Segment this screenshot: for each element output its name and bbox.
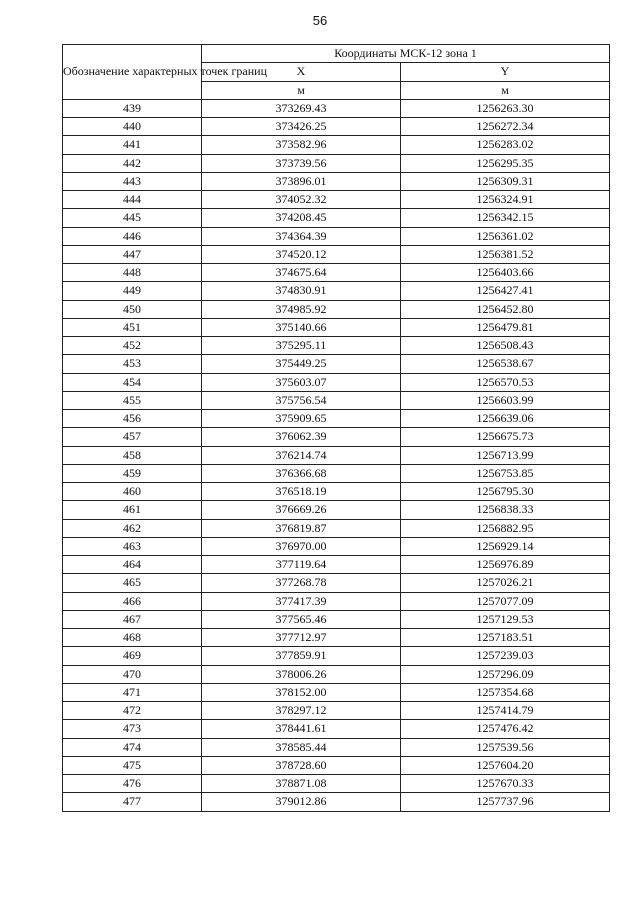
table-row	[63, 556, 610, 574]
coord-x: 375756.54	[202, 391, 401, 409]
table-row	[63, 483, 610, 501]
coord-y: 1256929.14	[401, 537, 610, 555]
table-row	[63, 738, 610, 756]
point-number: 473	[63, 720, 202, 738]
coord-x: 376062.39	[202, 428, 401, 446]
point-number: 440	[63, 118, 202, 136]
coord-y: 1256976.89	[401, 556, 610, 574]
table-row	[63, 428, 610, 446]
coord-x: 373582.96	[202, 136, 401, 154]
header-designation: Обозначение характерных точек границ	[63, 45, 202, 100]
table-row	[63, 282, 610, 300]
coord-x: 374520.12	[202, 245, 401, 263]
table-row	[63, 702, 610, 720]
table-row	[63, 446, 610, 464]
coord-y: 1257476.42	[401, 720, 610, 738]
table-row	[63, 118, 610, 136]
table-row	[63, 574, 610, 592]
table-body	[63, 99, 610, 811]
coord-y: 1256295.35	[401, 154, 610, 172]
coord-x: 375603.07	[202, 373, 401, 391]
coord-x: 376366.68	[202, 464, 401, 482]
point-number: 463	[63, 537, 202, 555]
coord-x: 375140.66	[202, 318, 401, 336]
coord-y: 1257737.96	[401, 793, 610, 811]
coord-x: 373269.43	[202, 99, 401, 117]
point-number: 477	[63, 793, 202, 811]
point-number: 475	[63, 756, 202, 774]
coord-x: 377565.46	[202, 610, 401, 628]
coord-x: 374208.45	[202, 209, 401, 227]
coord-x: 378152.00	[202, 683, 401, 701]
coord-x: 378297.12	[202, 702, 401, 720]
coord-y: 1256570.53	[401, 373, 610, 391]
point-number: 447	[63, 245, 202, 263]
table-row	[63, 464, 610, 482]
point-number: 441	[63, 136, 202, 154]
coord-x: 378585.44	[202, 738, 401, 756]
coord-x: 373896.01	[202, 172, 401, 190]
point-number: 470	[63, 665, 202, 683]
table-row	[63, 99, 610, 117]
coord-x: 374985.92	[202, 300, 401, 318]
point-number: 442	[63, 154, 202, 172]
coord-x: 374675.64	[202, 264, 401, 282]
point-number: 476	[63, 775, 202, 793]
coord-y: 1257239.03	[401, 647, 610, 665]
coord-y: 1257604.20	[401, 756, 610, 774]
table-row	[63, 610, 610, 628]
point-number: 455	[63, 391, 202, 409]
table-row	[63, 793, 610, 811]
table-row	[63, 300, 610, 318]
table-row	[63, 756, 610, 774]
header-coordinate-system: Координаты МСК-12 зона 1	[202, 45, 610, 63]
point-number: 471	[63, 683, 202, 701]
table-row	[63, 318, 610, 336]
coord-y: 1256538.67	[401, 355, 610, 373]
table-row	[63, 629, 610, 647]
coord-y: 1257296.09	[401, 665, 610, 683]
point-number: 461	[63, 501, 202, 519]
header-row	[63, 45, 610, 63]
table-row	[63, 519, 610, 537]
point-number: 460	[63, 483, 202, 501]
point-number: 453	[63, 355, 202, 373]
point-number: 459	[63, 464, 202, 482]
coord-y: 1257670.33	[401, 775, 610, 793]
table-row	[63, 665, 610, 683]
table-row	[63, 209, 610, 227]
table-row	[63, 410, 610, 428]
table-row	[63, 136, 610, 154]
point-number: 462	[63, 519, 202, 537]
table-row	[63, 172, 610, 190]
coord-x: 377417.39	[202, 592, 401, 610]
coordinates-table	[62, 44, 610, 812]
coord-y: 1256324.91	[401, 191, 610, 209]
coord-x: 376669.26	[202, 501, 401, 519]
coord-y: 1257414.79	[401, 702, 610, 720]
table-row	[63, 501, 610, 519]
table-row	[63, 391, 610, 409]
coord-y: 1257129.53	[401, 610, 610, 628]
coord-y: 1256753.85	[401, 464, 610, 482]
coord-y: 1257183.51	[401, 629, 610, 647]
table-row	[63, 592, 610, 610]
unit-x: м	[202, 81, 401, 99]
coord-y: 1256882.95	[401, 519, 610, 537]
table-header	[63, 45, 610, 100]
coord-x: 373739.56	[202, 154, 401, 172]
point-number: 448	[63, 264, 202, 282]
point-number: 443	[63, 172, 202, 190]
coord-y: 1256508.43	[401, 337, 610, 355]
table-row	[63, 683, 610, 701]
coord-y: 1256479.81	[401, 318, 610, 336]
coord-y: 1256603.99	[401, 391, 610, 409]
coord-y: 1256838.33	[401, 501, 610, 519]
point-number: 444	[63, 191, 202, 209]
page-number: 56	[312, 13, 328, 28]
point-number: 467	[63, 610, 202, 628]
point-number: 474	[63, 738, 202, 756]
point-number: 466	[63, 592, 202, 610]
table-row	[63, 337, 610, 355]
coord-y: 1256342.15	[401, 209, 610, 227]
coord-y: 1257026.21	[401, 574, 610, 592]
coord-x: 377859.91	[202, 647, 401, 665]
point-number: 450	[63, 300, 202, 318]
coord-y: 1256283.02	[401, 136, 610, 154]
coord-x: 377268.78	[202, 574, 401, 592]
table-row	[63, 775, 610, 793]
point-number: 452	[63, 337, 202, 355]
coord-x: 374052.32	[202, 191, 401, 209]
coord-x: 375449.25	[202, 355, 401, 373]
coord-x: 374830.91	[202, 282, 401, 300]
coord-y: 1256403.66	[401, 264, 610, 282]
point-number: 465	[63, 574, 202, 592]
table-row	[63, 373, 610, 391]
point-number: 469	[63, 647, 202, 665]
point-number: 464	[63, 556, 202, 574]
point-number: 454	[63, 373, 202, 391]
coord-y: 1256452.80	[401, 300, 610, 318]
point-number: 456	[63, 410, 202, 428]
coord-x: 376970.00	[202, 537, 401, 555]
coord-x: 378871.08	[202, 775, 401, 793]
coord-x: 375295.11	[202, 337, 401, 355]
coord-x: 374364.39	[202, 227, 401, 245]
coord-x: 379012.86	[202, 793, 401, 811]
point-number: 468	[63, 629, 202, 647]
coord-y: 1257077.09	[401, 592, 610, 610]
table-row	[63, 191, 610, 209]
table-row	[63, 245, 610, 263]
point-number: 458	[63, 446, 202, 464]
point-number: 446	[63, 227, 202, 245]
table-row	[63, 264, 610, 282]
coord-y: 1256713.99	[401, 446, 610, 464]
table-row	[63, 720, 610, 738]
table-row	[63, 647, 610, 665]
point-number: 445	[63, 209, 202, 227]
table-row	[63, 227, 610, 245]
header-y: Y	[401, 63, 610, 81]
coord-y: 1256381.52	[401, 245, 610, 263]
coord-x: 377119.64	[202, 556, 401, 574]
coord-y: 1256272.34	[401, 118, 610, 136]
coord-x: 378006.26	[202, 665, 401, 683]
coord-x: 376819.87	[202, 519, 401, 537]
coord-x: 375909.65	[202, 410, 401, 428]
coord-x: 376518.19	[202, 483, 401, 501]
point-number: 439	[63, 99, 202, 117]
table-row	[63, 154, 610, 172]
coord-y: 1256795.30	[401, 483, 610, 501]
coord-x: 378728.60	[202, 756, 401, 774]
coord-y: 1256361.02	[401, 227, 610, 245]
coord-y: 1256639.06	[401, 410, 610, 428]
coord-y: 1257539.56	[401, 738, 610, 756]
coord-y: 1256309.31	[401, 172, 610, 190]
coord-x: 378441.61	[202, 720, 401, 738]
coord-y: 1256427.41	[401, 282, 610, 300]
table-row	[63, 537, 610, 555]
point-number: 472	[63, 702, 202, 720]
point-number: 457	[63, 428, 202, 446]
table-row	[63, 355, 610, 373]
point-number: 451	[63, 318, 202, 336]
point-number: 449	[63, 282, 202, 300]
unit-y: м	[401, 81, 610, 99]
coord-x: 377712.97	[202, 629, 401, 647]
coord-x: 373426.25	[202, 118, 401, 136]
coord-x: 376214.74	[202, 446, 401, 464]
coord-y: 1256675.73	[401, 428, 610, 446]
coord-y: 1256263.30	[401, 99, 610, 117]
header-x: X	[202, 63, 401, 81]
coord-y: 1257354.68	[401, 683, 610, 701]
